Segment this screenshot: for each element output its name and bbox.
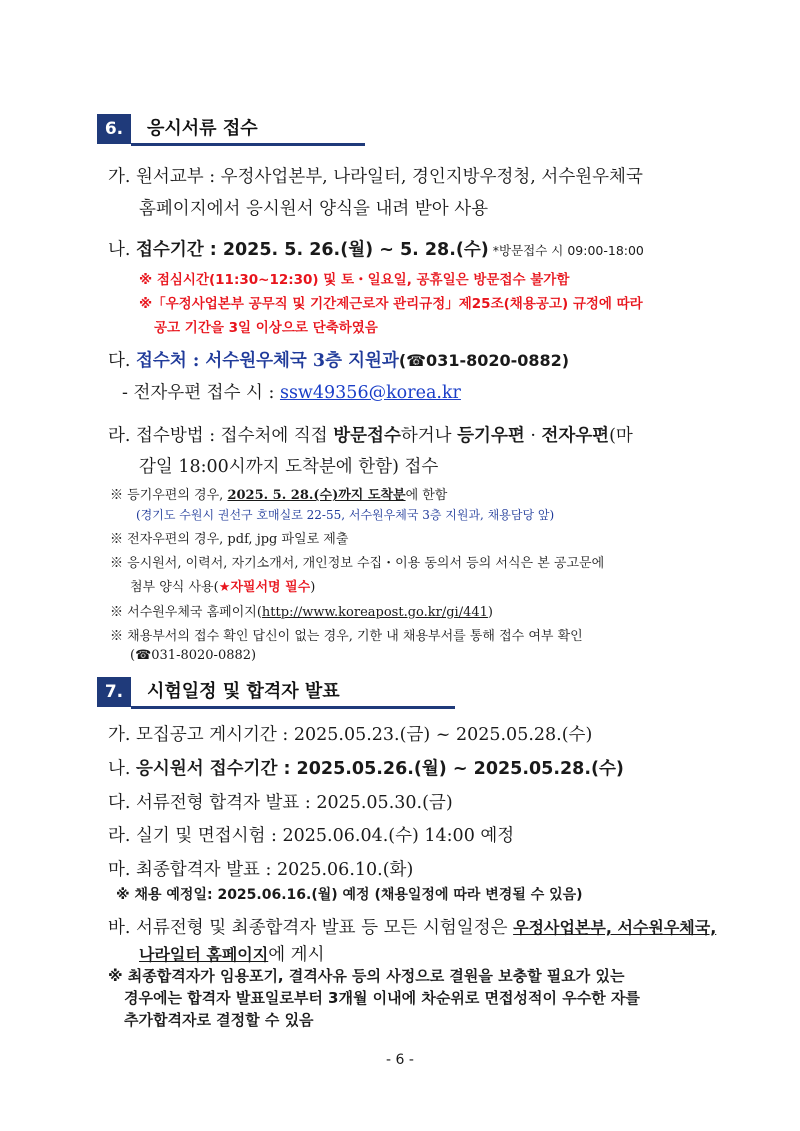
note-rule-line-1: ※「우정사업본부 공무직 및 기간제근로자 관리규정」제25조(채용공고) 규정에 따라	[139, 296, 643, 312]
schedule-interview: 라. 실기 및 면접시험 : 2025.06.04.(수) 14:00 예정	[108, 826, 515, 846]
note-forms-line-1: ※ 응시원서, 이력서, 자기소개서, 개인정보 수집・이용 동의서 등의 서식은 본 공고문에	[110, 556, 605, 571]
note-forms-line-2: 첨부 양식 사용(★자필서명 필수)	[130, 580, 316, 595]
note-confirm-line-2: (☎031-8020-0882)	[130, 648, 257, 663]
section-title: 시험일정 및 합격자 발표	[147, 681, 340, 702]
section-title: 응시서류 접수	[147, 118, 258, 139]
reception-place: 접수처 : 서수원우체국 3층 지원과	[136, 351, 399, 371]
page-number: - 6 -	[386, 1052, 414, 1068]
section-6-header	[97, 114, 365, 144]
note-email-format: ※ 전자우편의 경우, pdf, jpg 파일로 제출	[110, 532, 349, 547]
item-ra-line-1: 라. 접수방법 : 접수처에 직접 방문접수하거나 등기우편 · 전자우편(마	[108, 426, 633, 446]
section-7-header	[97, 677, 455, 707]
final-note-line-1: ※ 최종합격자가 임용포기, 결격사유 등의 사정으로 결원을 보충할 필요가 있는	[108, 967, 625, 985]
signature-required: ★자필서명 필수	[218, 580, 311, 595]
note-rule-line-2: 공고 기간을 3일 이상으로 단축하였음	[154, 320, 378, 336]
email-link[interactable]: ssw49356@korea.kr	[279, 383, 461, 403]
reception-phone: (☎031-8020-0882)	[398, 351, 570, 370]
note-registered-mail: ※ 등기우편의 경우, 2025. 5. 28.(수)까지 도착분에 한함	[110, 488, 448, 503]
schedule-document-result: 다. 서류전형 합격자 발표 : 2025.05.30.(금)	[108, 793, 453, 813]
note-hire-date: ※ 채용 예정일: 2025.06.16.(월) 예정 (채용일정에 따라 변경될 수 있음)	[116, 887, 583, 903]
final-note-line-3: 추가합격자로 결정할 수 있음	[124, 1011, 314, 1029]
reception-period: 접수기간 : 2025. 5. 26.(월) ~ 5. 28.(수)	[136, 240, 489, 260]
schedule-notice-line-2: 나라일터 홈페이지에 게시	[139, 945, 325, 965]
visit-hours-note: *방문접수 시 09:00-18:00	[488, 243, 644, 258]
item-na: 나. 접수기간 : 2025. 5. 26.(월) ~ 5. 28.(수) *방문접수 시 09:00-18:00	[108, 240, 644, 260]
final-note-line-2: 경우에는 합격자 발표일로부터 3개월 이내에 차순위로 면접성적이 우수한 자를	[124, 989, 640, 1007]
schedule-posting: 가. 모집공고 게시기간 : 2025.05.23.(금) ~ 2025.05.28.(수)	[108, 725, 593, 745]
section-underline	[131, 706, 455, 709]
schedule-application: 나. 응시원서 접수기간 : 2025.05.26.(월) ~ 2025.05.28.(수)	[108, 759, 624, 779]
homepage-link[interactable]: http://www.koreapost.go.kr/gi/441	[261, 605, 488, 620]
section-number: 6.	[97, 114, 131, 144]
note-confirm-line-1: ※ 채용부서의 접수 확인 답신이 없는 경우, 기한 내 채용부서를 통해 접수 여부 확인	[110, 629, 583, 644]
note-lunch: ※ 점심시간(11:30~12:30) 및 토・일요일, 공휴일은 방문접수 불가함	[139, 272, 570, 288]
item-ga-line-1: 가. 원서교부 : 우정사업본부, 나라일터, 경인지방우정청, 서수원우체국	[108, 167, 643, 187]
section-number: 7.	[97, 677, 131, 707]
section-underline	[131, 143, 365, 146]
item-ga-line-2: 홈페이지에서 응시원서 양식을 내려 받아 사용	[139, 199, 489, 219]
schedule-notice-line-1: 바. 서류전형 및 최종합격자 발표 등 모든 시험일정은 우정사업본부, 서수원우체국,	[108, 918, 717, 938]
item-ra-line-2: 감일 18:00시까지 도착분에 한함) 접수	[139, 457, 439, 477]
item-da: 다. 접수처 : 서수원우체국 3층 지원과(☎031-8020-0882)	[108, 351, 570, 371]
mail-address: (경기도 수원시 권선구 호매실로 22-55, 서수원우체국 3층 지원과, 채용담당 앞)	[136, 508, 555, 522]
note-homepage: ※ 서수원우체국 홈페이지(http://www.koreapost.go.kr/gi/441)	[110, 605, 493, 620]
schedule-final-result: 마. 최종합격자 발표 : 2025.06.10.(화)	[108, 860, 414, 880]
email-line: - 전자우편 접수 시 : ssw49356@korea.kr	[122, 383, 461, 403]
